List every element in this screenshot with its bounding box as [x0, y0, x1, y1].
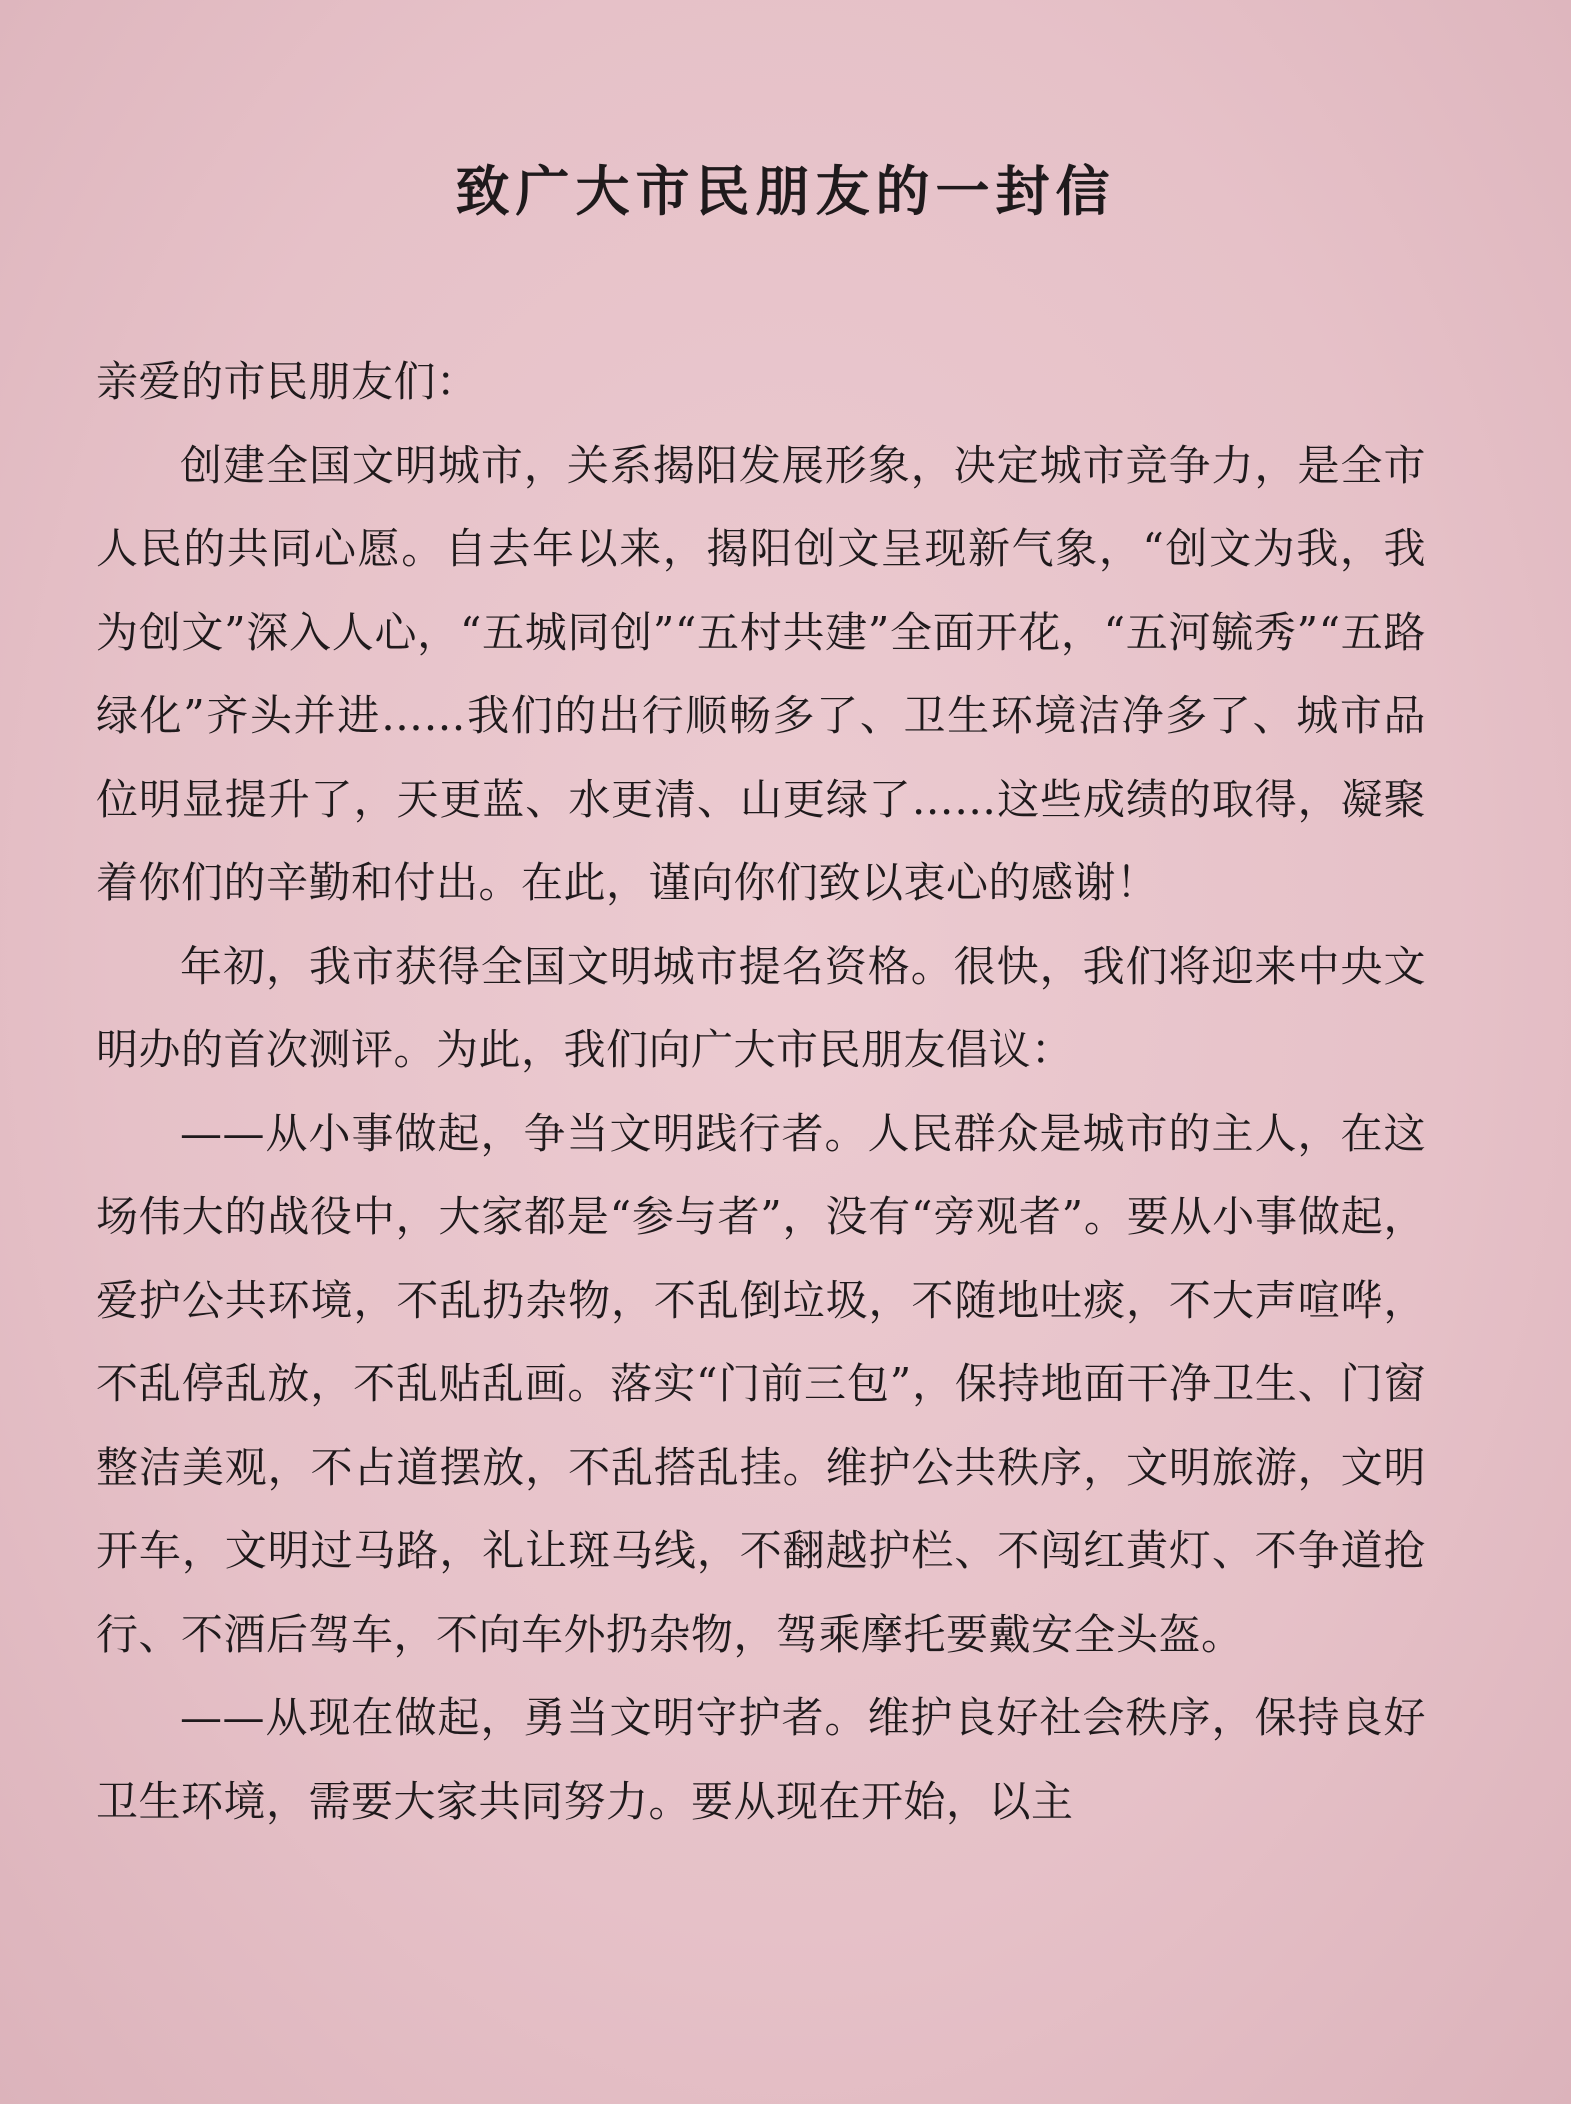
- paragraph-3: ——从小事做起，争当文明践行者。人民群众是城市的主人，在这场伟大的战役中，大家都是“参与者”，没有“旁观者”。要从小事做起，爱护公共环境，不乱扔杂物，不乱倒垃圾，不随地吐痰，不大声喧哗，不乱停乱放，不乱贴乱画。落实“门前三包”，保持地面干净卫生、门窗整洁美观，不占道摆放，不乱搭乱挂。维护公共秩序，文明旅游，文明开车，文明过马路，礼让斑马线，不翻越护栏、不闯红黄灯、不争道抢行、不酒后驾车，不向车外扔杂物，驾乘摩托要戴安全头盔。: [96, 1108, 1426, 1659]
- paragraph-4: ——从现在做起，勇当文明守护者。维护良好社会秩序，保持良好卫生环境，需要大家共同努力。要从现在开始，以主: [96, 1693, 1426, 1826]
- paragraph-1: 创建全国文明城市，关系揭阳发展形象，决定城市竞争力，是全市人民的共同心愿。自去年以来，揭阳创文呈现新气象，“创文为我，我为创文”深入人心，“五城同创”“五村共建”全面开花，“五河毓秀”“五路绿化”齐头并进……我们的出行顺畅多了、卫生环境洁净多了、城市品位明显提升了，天更蓝、水更清、山更绿了……这些成绩的取得，凝聚着你们的辛勤和付出。在此，谨向你们致以衷心的感谢！: [96, 440, 1426, 907]
- letter-title: 致广大市民朋友的一封信: [455, 160, 1116, 223]
- letter-body: [96, 340, 1426, 1843]
- salutation: 亲爱的市民朋友们：: [96, 357, 479, 406]
- paragraph-2: 年初，我市获得全国文明城市提名资格。很快，我们将迎来中央文明办的首次测评。为此，我们向广大市民朋友倡议：: [96, 941, 1426, 1074]
